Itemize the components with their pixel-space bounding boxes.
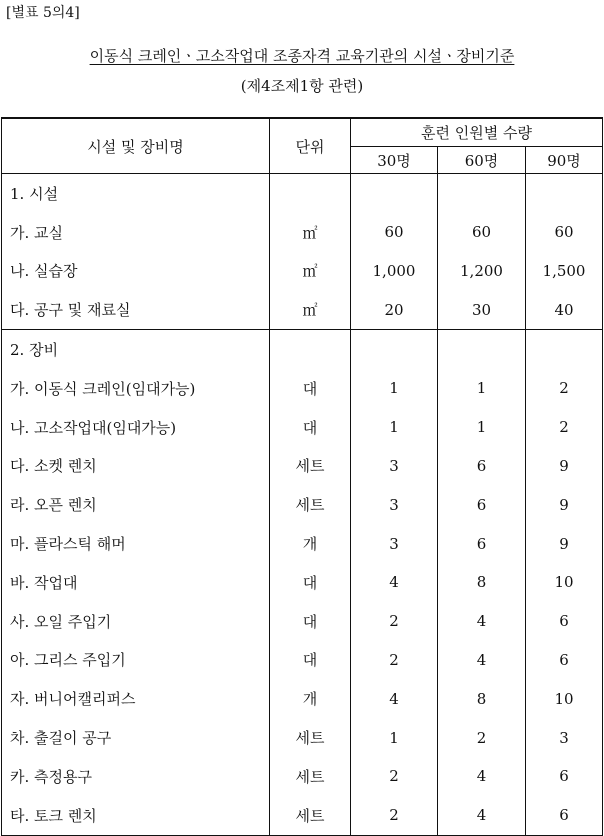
item-name: 차. 출걸이 공구 [2, 718, 270, 757]
item-name: 다. 소켓 렌치 [2, 447, 270, 486]
table-row [2, 485, 603, 524]
qty-90: 6 [526, 757, 603, 796]
qty-90: 40 [526, 290, 603, 329]
item-name: 라. 오픈 렌치 [2, 485, 270, 524]
qty-90: 60 [526, 213, 603, 252]
qty-90: 3 [526, 718, 603, 757]
unit-cell: 대 [270, 369, 351, 408]
qty-90: 1,500 [526, 252, 603, 291]
document-title: 이동식 크레인ㆍ고소작업대 조종자격 교육기관의 시설ㆍ장비기준 [89, 47, 515, 65]
empty-cell [526, 174, 603, 213]
unit-cell: 세트 [270, 447, 351, 486]
header-quantity-group: 훈련 인원별 수량 [351, 118, 603, 147]
annex-tag: [별표 5의4] [6, 5, 80, 21]
facility-equipment-table [1, 117, 603, 836]
unit-cell: 세트 [270, 757, 351, 796]
qty-90: 10 [526, 563, 603, 602]
item-name: 타. 토크 렌치 [2, 796, 270, 835]
qty-90: 6 [526, 641, 603, 680]
unit-cell: 대 [270, 641, 351, 680]
item-name: 가. 교실 [2, 213, 270, 252]
item-name: 카. 측정용구 [2, 757, 270, 796]
unit-cell: 개 [270, 679, 351, 718]
qty-60: 1 [438, 408, 526, 447]
qty-60: 6 [438, 524, 526, 563]
qty-90: 10 [526, 679, 603, 718]
qty-30: 3 [351, 447, 438, 486]
empty-cell [526, 330, 603, 369]
qty-60: 6 [438, 447, 526, 486]
table-row [2, 290, 603, 329]
item-name: 마. 플라스틱 해머 [2, 524, 270, 563]
qty-60: 8 [438, 563, 526, 602]
item-name: 사. 오일 주입기 [2, 602, 270, 641]
qty-30: 60 [351, 213, 438, 252]
table-row [2, 524, 603, 563]
table-row [2, 447, 603, 486]
qty-90: 9 [526, 447, 603, 486]
item-name: 나. 실습장 [2, 252, 270, 291]
unit-cell: 세트 [270, 718, 351, 757]
table-row [2, 679, 603, 718]
table-row [2, 796, 603, 835]
item-name: 나. 고소작업대(임대가능) [2, 408, 270, 447]
item-name: 바. 작업대 [2, 563, 270, 602]
table-row [2, 563, 603, 602]
unit-cell: 대 [270, 563, 351, 602]
section-header-row [2, 330, 603, 369]
empty-cell [351, 330, 438, 369]
qty-60: 60 [438, 213, 526, 252]
empty-cell [270, 330, 351, 369]
table-body [2, 174, 603, 836]
qty-30: 1,000 [351, 252, 438, 291]
header-group-60: 60명 [438, 147, 526, 174]
unit-cell: 세트 [270, 796, 351, 835]
item-name: 가. 이동식 크레인(임대가능) [2, 369, 270, 408]
qty-30: 1 [351, 718, 438, 757]
qty-90: 6 [526, 602, 603, 641]
qty-30: 2 [351, 796, 438, 835]
unit-cell: ㎡ [270, 213, 351, 252]
unit-cell: 개 [270, 524, 351, 563]
section-title: 1. 시설 [2, 174, 270, 213]
empty-cell [438, 330, 526, 369]
qty-30: 4 [351, 563, 438, 602]
table-row [2, 408, 603, 447]
qty-30: 1 [351, 408, 438, 447]
qty-90: 6 [526, 796, 603, 835]
qty-60: 30 [438, 290, 526, 329]
item-name: 자. 버니어캘리퍼스 [2, 679, 270, 718]
qty-60: 4 [438, 602, 526, 641]
qty-60: 6 [438, 485, 526, 524]
table-row [2, 252, 603, 291]
unit-cell: ㎡ [270, 290, 351, 329]
qty-30: 20 [351, 290, 438, 329]
table-row [2, 602, 603, 641]
item-name: 아. 그리스 주입기 [2, 641, 270, 680]
qty-30: 2 [351, 602, 438, 641]
qty-60: 2 [438, 718, 526, 757]
header-unit: 단위 [270, 118, 351, 174]
section-header-row [2, 174, 603, 213]
qty-30: 2 [351, 757, 438, 796]
qty-60: 8 [438, 679, 526, 718]
unit-cell: 세트 [270, 485, 351, 524]
qty-90: 9 [526, 524, 603, 563]
qty-30: 1 [351, 369, 438, 408]
table-row [2, 369, 603, 408]
qty-30: 3 [351, 485, 438, 524]
qty-60: 1 [438, 369, 526, 408]
header-name: 시설 및 장비명 [2, 118, 270, 174]
table-row [2, 757, 603, 796]
unit-cell: ㎡ [270, 252, 351, 291]
item-name: 다. 공구 및 재료실 [2, 290, 270, 329]
section-title: 2. 장비 [2, 330, 270, 369]
empty-cell [438, 174, 526, 213]
header-group-90: 90명 [526, 147, 603, 174]
qty-60: 4 [438, 757, 526, 796]
empty-cell [270, 174, 351, 213]
table-row [2, 213, 603, 252]
table-row [2, 718, 603, 757]
qty-30: 2 [351, 641, 438, 680]
qty-90: 9 [526, 485, 603, 524]
table-row [2, 641, 603, 680]
qty-60: 4 [438, 641, 526, 680]
qty-60: 4 [438, 796, 526, 835]
unit-cell: 대 [270, 408, 351, 447]
header-group-30: 30명 [351, 147, 438, 174]
qty-90: 2 [526, 408, 603, 447]
qty-30: 4 [351, 679, 438, 718]
unit-cell: 대 [270, 602, 351, 641]
qty-90: 2 [526, 369, 603, 408]
document-subtitle: (제4조제1항 관련) [240, 77, 364, 95]
empty-cell [351, 174, 438, 213]
qty-60: 1,200 [438, 252, 526, 291]
qty-30: 3 [351, 524, 438, 563]
